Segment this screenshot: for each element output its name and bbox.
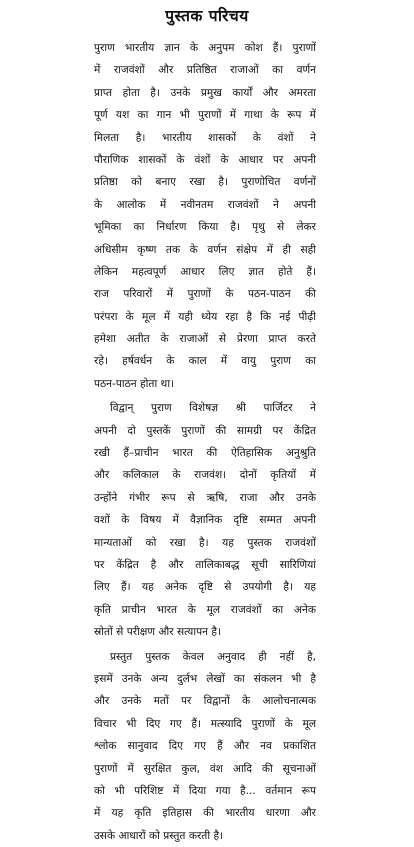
text-line: प्रस्तुत पुस्तक केवल अनुवाद ही नहीं है, <box>110 650 316 663</box>
text-line: और उनके मतों पर विद्वानों के आलोचनात्मक <box>94 695 316 708</box>
page-title: पुस्तक परिचय <box>165 7 249 25</box>
text-line: पुराण भारतीय ज्ञान के अनुपम कोश हैं। पुराणों <box>94 42 316 54</box>
text-line: रहे। हर्षवर्धन के काल में वायु पुराण का <box>94 355 316 368</box>
text-line: लेकिन महत्वपूर्ण आधार लिए ज्ञात होते हैं। <box>94 265 316 278</box>
text-line: मिलता है। भारतीय शासकों के वंशों ने <box>94 131 316 144</box>
paragraph <box>94 37 316 395</box>
text-line: परंपरा के मूल में यही ध्येय रहा है कि नई पीढ़ी <box>94 310 316 323</box>
text-line: के आलोक में नवीनतम राजवंशों ने अपनी <box>94 198 316 211</box>
text-line: में राजवंशों और प्रतिष्ठित राजाओं का वर्णन <box>94 64 316 77</box>
body-text <box>94 37 316 847</box>
text-line: रखी हैं–प्राचीन भारत की ऐतिहासिक अनुश्रुति <box>94 447 316 460</box>
text-line: हमेशा अतीत के राजाओं से प्रेरणा प्राप्त करते <box>94 333 316 346</box>
text-line: में यह कृति इतिहास की भारतीय धारणा और <box>94 807 316 820</box>
text-line: राज परिवारों में पुराणों के पठन-पाठन की <box>94 288 316 301</box>
text-line: पर केंद्रित है और तालिकाबद्ध सूची सारिणियां <box>94 558 316 571</box>
text-line: अधिसीम कृष्ण तक के वर्णन संक्षेप में ही सही <box>94 243 316 256</box>
text-line: भूमिका का निर्धारण किया है। पृथु से लेकर <box>94 221 316 234</box>
text-line: मान्यताओं को रखा है। यह पुस्तक राजवंशों <box>94 536 316 549</box>
text-line: कृति प्राचीन भारत के मूल राजवंशों का अनेक <box>94 603 316 616</box>
text-line: अपनी दो पुस्तकें पुराणों की सामग्री पर केंद्रित <box>94 424 316 437</box>
text-line: लिए हैं। यह अनेक दृष्टि से उपयोगी है। यह <box>94 581 316 594</box>
text-line: प्रतिष्ठा को बनाए रखा है। पुराणोचित वर्णनों <box>94 176 316 189</box>
text-line: वशों के विषय में वैज्ञानिक दृष्टि सम्मत अपनी <box>94 514 316 527</box>
text-line: को भी परिशिष्ट में दिया गया है... वर्तमान रूप <box>94 784 316 797</box>
text-line: उन्होंने गंभीर रूप से ऋषि, राजा और उनके <box>94 491 316 504</box>
text-line: पौराणिक शासकों के वंशों के आधार पर अपनी <box>94 153 316 166</box>
text-line: विद्वान् पुराण विशेषज्ञ श्री पार्जिटर ने <box>110 402 316 415</box>
paragraph <box>94 646 316 847</box>
text-line: इसमें उनके अन्य दुर्लभ लेखों का संकलन भी है <box>94 672 316 685</box>
paragraph <box>94 397 316 643</box>
text-line: प्राप्त होता है। उनके प्रमुख कार्यों और अमरता <box>94 86 316 99</box>
text-line: श्लोक सानुवाद दिए गए हैं और नव प्रकाशित <box>94 740 316 753</box>
text-line: विचार भी दिए गए हैं। मत्स्यादि पुराणों के मूल <box>94 717 316 730</box>
text-line: पूर्ण यश का गान भी पुराणों में गाथा के रूप में <box>94 109 316 122</box>
text-line: और कलिकाल के राजवंश। दोनों कृतियों में <box>94 469 316 482</box>
text-line: स्रोतों से परीक्षण और सत्यापन है। <box>94 626 221 639</box>
text-line: पुराणों में सुरक्षित कुल, वंश आदि की सूचनाओं <box>94 762 316 775</box>
text-line: पठन-पाठन होता था। <box>94 377 175 390</box>
text-line: उसके आधारों को प्रस्तुत करती है। <box>94 829 224 842</box>
